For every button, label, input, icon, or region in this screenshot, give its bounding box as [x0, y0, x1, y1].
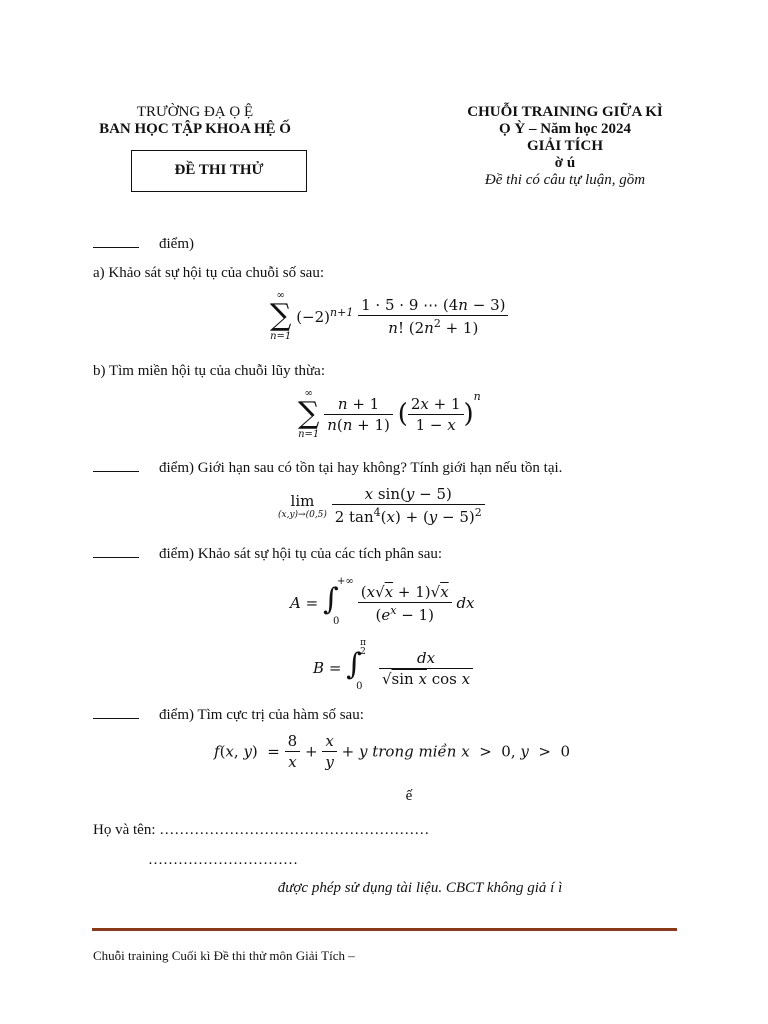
question-1a-text: a) Khảo sát sự hội tụ của chuỗi số sau:: [93, 265, 324, 281]
page-footer: Chuỗi training Cuối kì Đề thi thử môn Giải Tích –: [93, 948, 355, 963]
duration-line: ờ ú: [554, 155, 576, 171]
question-1-header: điểm): [93, 236, 194, 253]
formula-series-a: ∞ ∑ n=1 $(-2)^{n+1}$ $\frac{1 \cdot 5 \cdot 9 \cdots (4n - 3)}{n! (2n^2 + 1)}$: [270, 290, 508, 342]
formula-limit: lim (x,y)→(0,5) $\frac{\text{x sin(y − 5)}}{2 \tan^4(x) + (y - 5)^2}$: [278, 485, 485, 526]
exam-title: ĐỀ THI THỬ: [174, 162, 264, 178]
footer-divider: [92, 928, 677, 931]
name-dots: ………………………………………………: [159, 822, 430, 838]
question-4-text: điểm) Tìm cực trị của hàm số sau:: [93, 707, 364, 724]
name-label: Họ và tên:: [93, 822, 156, 838]
formula-integral-b: B = ∫ π 2 0 $\frac{dx}{\text{√sin x cos x}}$: [313, 643, 473, 693]
subject-title: GIẢI TÍCH: [527, 138, 603, 154]
question-2-text: điểm) Giới hạn sau có tồn tại hay không? Tính giới hạn nếu tồn tại.: [93, 460, 562, 477]
formula-function: f(x, y) = $\frac{8}{x}$ + $\frac{x}{y}$ + y trong miền x > 0, y > 0: [214, 732, 571, 771]
school-name: TRƯỜNG ĐẠ Ọ Ệ: [136, 104, 254, 120]
student-id-dots: …………………………: [148, 852, 298, 868]
department-name: BAN HỌC TẬP KHOA HỆ Ố: [99, 121, 291, 137]
formula-integral-a: A = ∫ +∞ 0 $\frac{(x√x + 1)√x}{(e^x - 1)}$ dx: [290, 576, 475, 627]
question-1b-text: b) Tìm miền hội tụ của chuỗi lũy thừa:: [93, 363, 325, 379]
formula-series-b: ∞ ∑ n=1 $\frac{n + 1}{n(n + 1)}$ ( $\frac{2x + 1}{1 - x}$ )$^n$: [298, 388, 481, 440]
series-title: CHUỖI TRAINING GIỮA KÌ: [467, 104, 663, 120]
semester-line: Ọ Ỳ – Năm học 2024: [498, 121, 632, 137]
exam-rules-note: được phép sử dụng tài liệu. CBCT không giả í ì: [277, 880, 563, 896]
question-3-text: điểm) Khảo sát sự hội tụ của các tích phân sau:: [93, 546, 442, 563]
exam-structure-note: Đề thi có câu tự luận, gồm: [484, 172, 646, 188]
end-mark: ế: [405, 788, 413, 804]
name-field: [93, 822, 429, 839]
